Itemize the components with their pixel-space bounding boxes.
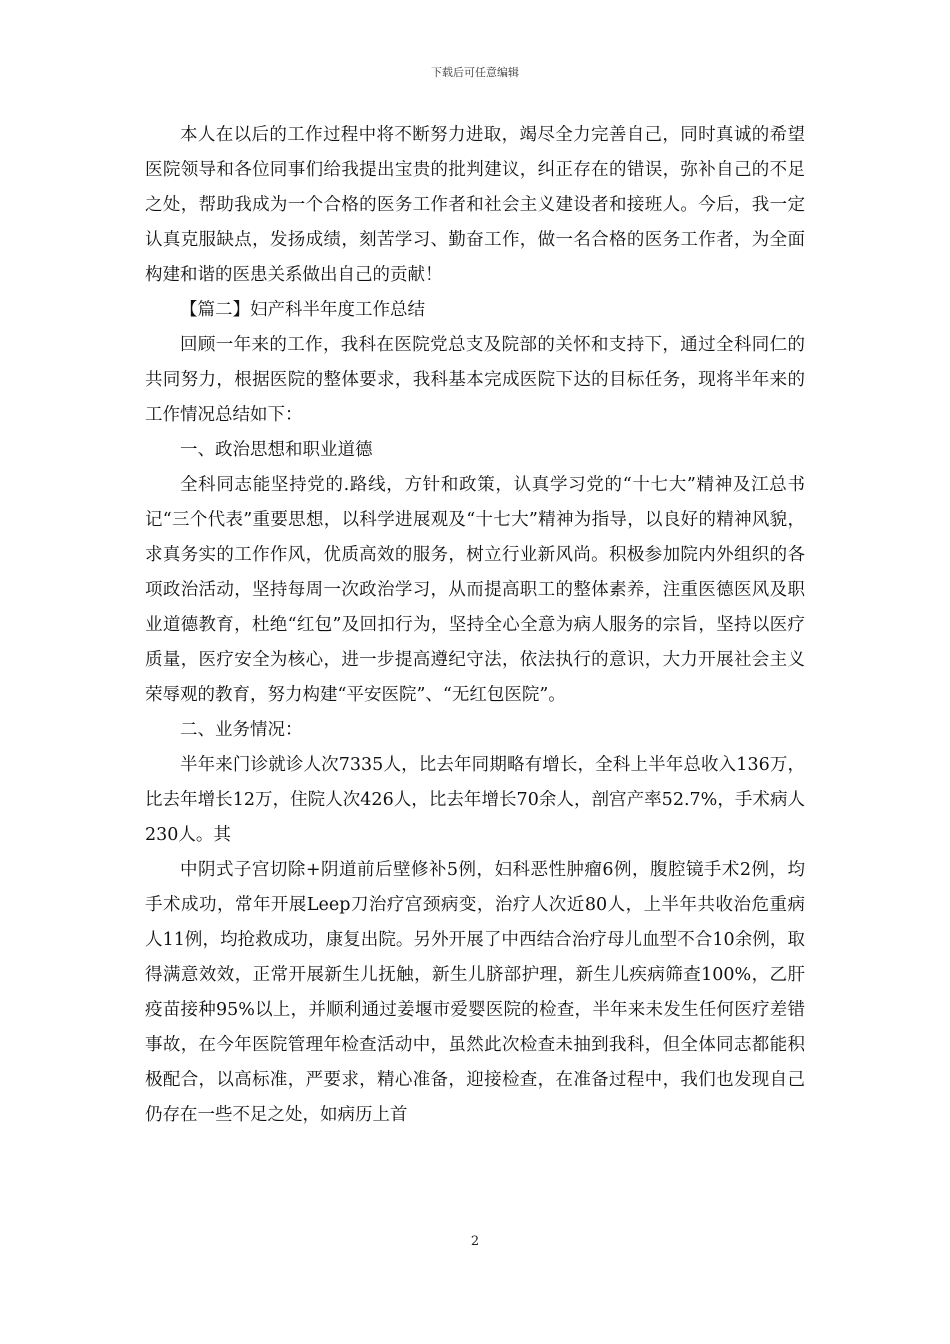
paragraph-review-intro: 回顾一年来的工作，我科在医院党总支及院部的关怀和支持下，通过全科同仁的共同努力，根据医院的整体要求，我科基本完成医院下达的目标任务，现将半年来的工作情况总结如下：: [145, 335, 805, 425]
paragraph-closing-statement: 本人在以后的工作过程中将不断努力进取，竭尽全力完善自己，同时真诚的希望医院领导和各位同事们给我提出宝贵的批判建议，纠正存在的错误，弥补自己的不足之处，帮助我成为一个合格的医务工作者和社会主义建设者和接班人。今后，我一定认真克服缺点，发扬成绩，刻苦学习、勤奋工作，做一名合格的医务工作者，为全面构建和谐的医患关系做出自己的贡献！: [145, 125, 805, 285]
document-body: [145, 118, 805, 1133]
heading-political-thought: 一、政治思想和职业道德: [180, 440, 373, 460]
paragraph-business-details: 中阴式子宫切除+阴道前后壁修补5例，妇科恶性肿瘤6例，腹腔镜手术2例，均手术成功，常年开展Leep刀治疗宫颈病变，治疗人次近80人，上半年共收治危重病人11例，均抢救成功，康复出院。另外开展了中西结合治疗母儿血型不合10余例，取得满意效效，正常开展新生儿抚触，新生儿脐部护理，新生儿疾病筛查100%，乙肝疫苗接种95%以上，并顺利通过姜堰市爱婴医院的检查，半年来未发生任何医疗差错事故，在今年医院管理年检查活动中，虽然此次检查未抽到我科，但全体同志都能积极配合，以高标准，严要求，精心准备，迎接检查，在准备过程中，我们也发现自己仍存在一些不足之处，如病历上首: [145, 860, 805, 1125]
paragraph-political-thought: 全科同志能坚持党的.路线，方针和政策，认真学习党的“十七大”精神及江总书记“三个代表”重要思想，以科学进展观及“十七大”精神为指导，以良好的精神风貌，求真务实的工作作风，优质高效的服务，树立行业新风尚。积极参加院内外组织的各项政治活动，坚持每周一次政治学习，从而提高职工的整体素养，注重医德医风及职业道德教育，杜绝“红包”及回扣行为，坚持全心全意为病人服务的宗旨，坚持以医疗质量，医疗安全为核心，进一步提高遵纪守法，依法执行的意识，大力开展社会主义荣辱观的教育，努力构建“平安医院”、“无红包医院”。: [145, 475, 805, 705]
page-header-note: 下载后可任意编辑: [431, 66, 519, 79]
paragraph-business-stats: 半年来门诊就诊人次7335人，比去年同期略有增长，全科上半年总收入136万，比去年增长12万，住院人次426人，比去年增长70余人，剖宫产率52.7%，手术病人230人。其: [145, 755, 805, 845]
section-title-part-two: 【篇二】妇产科半年度工作总结: [180, 300, 425, 320]
heading-business-status: 二、业务情况：: [180, 720, 303, 740]
page-number: 2: [470, 1234, 480, 1249]
